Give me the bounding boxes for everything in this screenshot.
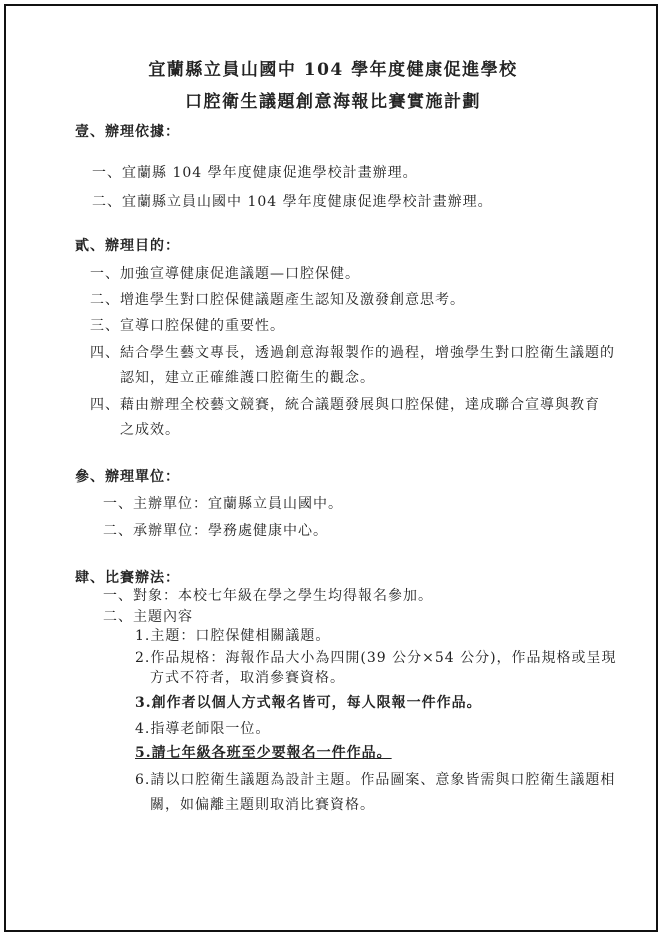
section-heading-organizers: 參、辦理單位：: [75, 469, 180, 485]
purpose-item-5: 四、藉由辦理全校藝文競賽，統合議題發展與口腔保健，達成聯合宣導與教育: [90, 397, 600, 413]
section-heading-basis: 壹、辦理依據：: [75, 124, 180, 140]
rules-subitem-5: 5.請七年級各班至少要報名一件作品。: [135, 745, 392, 761]
section-heading-purpose: 貳、辦理目的：: [75, 238, 180, 254]
organizer-item-1: 一、主辦單位：宜蘭縣立員山國中。: [103, 496, 343, 512]
purpose-item-1: 一、加強宣導健康促進議題—口腔保健。: [90, 266, 360, 282]
rules-item-1: 一、對象：本校七年級在學之學生均得報名參加。: [103, 588, 433, 604]
rules-subitem-2-continued: 方式不符者，取消參賽資格。: [150, 670, 345, 686]
rules-subitem-4: 4.指導老師限一位。: [135, 721, 271, 737]
document-title-line-1: 宜蘭縣立員山國中 104 學年度健康促進學校: [148, 60, 518, 80]
organizer-item-2: 二、承辦單位：學務處健康中心。: [103, 523, 328, 539]
rules-subitem-6: 6.請以口腔衛生議題為設計主題。作品圖案、意象皆需與口腔衛生議題相: [135, 772, 616, 788]
section-heading-rules: 肆、比賽辦法：: [75, 570, 180, 586]
rules-subitem-1: 1.主題：口腔保健相關議題。: [135, 628, 331, 644]
purpose-item-4: 四、結合學生藝文專長，透過創意海報製作的過程，增強學生對口腔衛生議題的: [90, 345, 615, 361]
rules-subitem-3: 3.創作者以個人方式報名皆可，每人限報一件作品。: [135, 695, 482, 711]
rules-item-2: 二、主題內容: [103, 609, 193, 625]
document-title-line-2: 口腔衛生議題創意海報比賽實施計劃: [185, 92, 481, 112]
basis-item-1: 一、宜蘭縣 104 學年度健康促進學校計畫辦理。: [92, 165, 418, 181]
rules-subitem-6-continued: 關，如偏離主題則取消比賽資格。: [150, 797, 375, 813]
basis-item-2: 二、宜蘭縣立員山國中 104 學年度健康促進學校計畫辦理。: [92, 194, 493, 210]
rules-subitem-2: 2.作品規格：海報作品大小為四開(39 公分×54 公分)，作品規格或呈現: [135, 650, 617, 666]
purpose-item-4-continued: 認知，建立正確維護口腔衛生的觀念。: [120, 370, 375, 386]
purpose-item-2: 二、增進學生對口腔保健議題產生認知及激發創意思考。: [90, 292, 465, 308]
purpose-item-3: 三、宣導口腔保健的重要性。: [90, 318, 285, 334]
purpose-item-5-continued: 之成效。: [120, 422, 180, 438]
